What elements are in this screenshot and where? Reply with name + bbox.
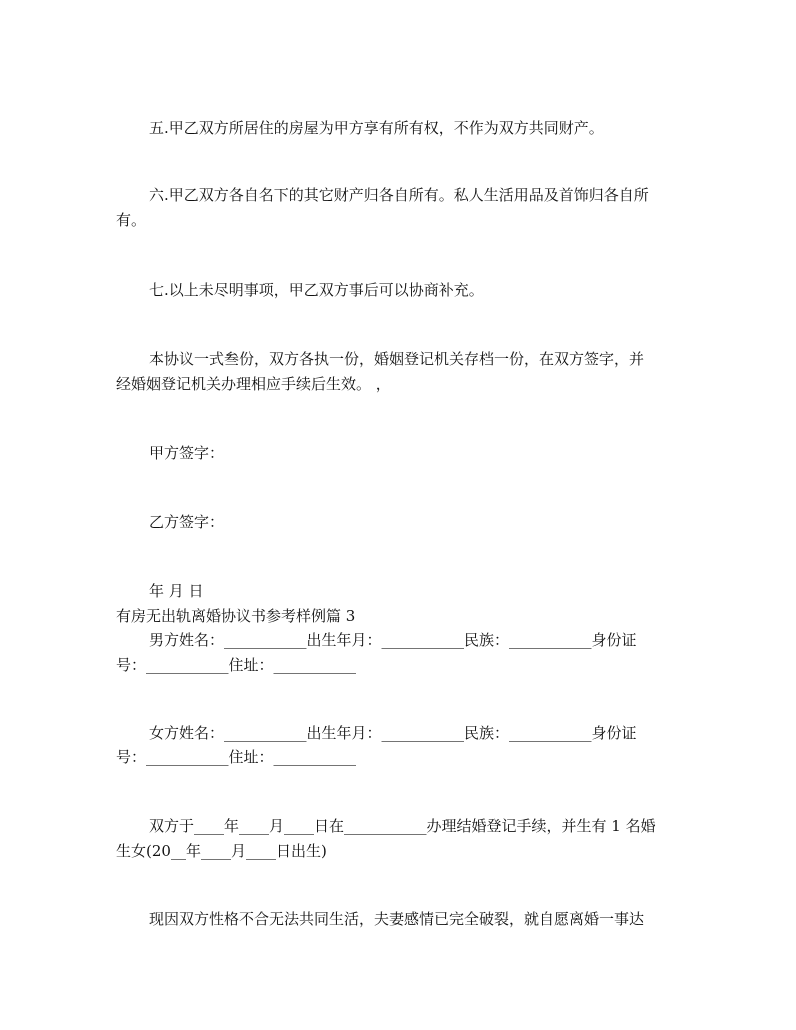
husband-info-line-2: 号：___________住址：___________ — [116, 656, 357, 674]
clause-seven: 七.以上未尽明事项，甲乙双方事后可以协商补充。 — [149, 281, 484, 299]
divorce-reason: 现因双方性格不合无法共同生活，夫妻感情已完全破裂，就自愿离婚一事达 — [149, 910, 645, 928]
wife-info-line-2: 号：___________住址：___________ — [116, 748, 357, 766]
clause-five: 五.甲乙双方所居住的房屋为甲方享有所有权，不作为双方共同财产。 — [149, 119, 604, 137]
clause-six-line-2: 有。 — [116, 211, 147, 229]
husband-info-line-1: 男方姓名：___________出生年月：___________民族：___________身份证 — [149, 631, 637, 649]
section-title: 有房无出轨离婚协议书参考样例篇 3 — [116, 607, 356, 625]
agreement-copies-line-1: 本协议一式叁份，双方各执一份，婚姻登记机关存档一份，在双方签字，并 — [149, 350, 645, 368]
marriage-registration-line-2: 生女(20__年____月____日出生) — [116, 842, 327, 860]
party-a-signature: 甲方签字： — [149, 444, 225, 462]
marriage-registration-line-1: 双方于____年____月____日在___________办理结婚登记手续，并生有 1 名婚 — [149, 817, 656, 835]
clause-six-line-1: 六.甲乙双方各自名下的其它财产归各自所有。私人生活用品及首饰归各自所 — [149, 186, 649, 204]
party-b-signature: 乙方签字： — [149, 513, 225, 531]
signature-date: 年 月 日 — [149, 582, 204, 600]
agreement-copies-line-2: 经婚姻登记机关办理相应手续后生效。 ， — [116, 375, 391, 393]
wife-info-line-1: 女方姓名：___________出生年月：___________民族：___________身份证 — [149, 724, 637, 742]
